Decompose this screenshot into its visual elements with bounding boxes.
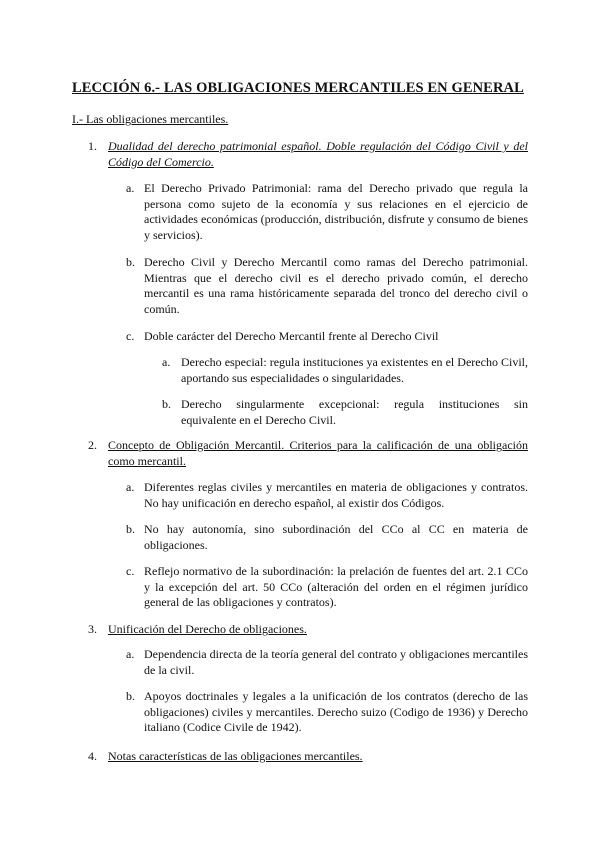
item-2-b-text: No hay autonomía, sino subordinación del CCo al CC en materia de obligaciones.	[144, 522, 528, 552]
item-2-c-text: Reflejo normativo de la subordinación: la prelación de fuentes del art. 2.1 CCo y la excepción del art. 50 CCo (alteración del orden en el régimen jurídico general de las obligaciones y contratos).	[144, 564, 528, 610]
item-1-a-text: El Derecho Privado Patrimonial: rama del Derecho privado que regula la persona como sujeto de la economía y sus relaciones en el ejercicio de actividades económicas (producción, distribución, disfrute y consumo de bienes y servicios).	[144, 181, 528, 242]
section-heading: I.- Las obligaciones mercantiles.	[72, 112, 229, 126]
item-3-a-text: Dependencia directa de la teoría general del contrato y obligaciones mercantiles de la civil.	[144, 647, 528, 677]
item-2-number: 2.	[88, 438, 97, 452]
item-2-heading: Concepto de Obligación Mercantil. Criterios para la calificación de una obligación como mercantil.	[108, 438, 528, 468]
item-3-number: 3.	[88, 622, 97, 636]
item-1-a-label: a.	[126, 181, 135, 195]
item-2-a-text: Diferentes reglas civiles y mercantiles en materia de obligaciones y contratos. No hay unificación en derecho español, al existir dos Códigos.	[144, 480, 528, 510]
item-2-a-label: a.	[126, 480, 135, 494]
item-1-heading: Dualidad del derecho patrimonial español. Doble regulación del Código Civil y del Código del Comercio.	[108, 139, 528, 169]
item-1-c-text: Doble carácter del Derecho Mercantil frente al Derecho Civil	[144, 329, 439, 343]
item-1-c-a-label: a.	[162, 355, 171, 369]
item-3-b-label: b.	[126, 689, 135, 703]
item-1-b-label: b.	[126, 255, 135, 269]
item-1-c-b-text: Derecho singularmente excepcional: regula instituciones sin equivalente en el Derecho Civil.	[181, 397, 528, 427]
item-1-c-b-label: b.	[162, 397, 171, 411]
item-3-heading: Unificación del Derecho de obligaciones.	[108, 622, 307, 636]
item-3-a-label: a.	[126, 647, 135, 661]
item-1-number: 1.	[88, 139, 97, 153]
document-title: LECCIÓN 6.- LAS OBLIGACIONES MERCANTILES EN GENERAL	[72, 80, 524, 96]
item-4-number: 4.	[88, 749, 97, 763]
item-2-b-label: b.	[126, 522, 135, 536]
item-1-b-text: Derecho Civil y Derecho Mercantil como ramas del Derecho patrimonial. Mientras que el derecho civil es el derecho privado común, el derecho mercantil es una rama históricamente separada del tronco del derecho civil o común.	[144, 255, 528, 316]
item-2-c-label: c.	[126, 564, 135, 578]
item-1-c-label: c.	[126, 329, 135, 343]
item-3-b-text: Apoyos doctrinales y legales a la unificación de los contratos (derecho de las obligaciones) civiles y mercantiles. Derecho suizo (Codigo de 1936) y Derecho italiano (Codice Civile de 1942).	[144, 689, 528, 735]
item-4-heading: Notas características de las obligaciones mercantiles.	[108, 749, 363, 763]
item-1-c-a-text: Derecho especial: regula instituciones ya existentes en el Derecho Civil, aportando sus especialidades o singularidades.	[181, 355, 528, 385]
